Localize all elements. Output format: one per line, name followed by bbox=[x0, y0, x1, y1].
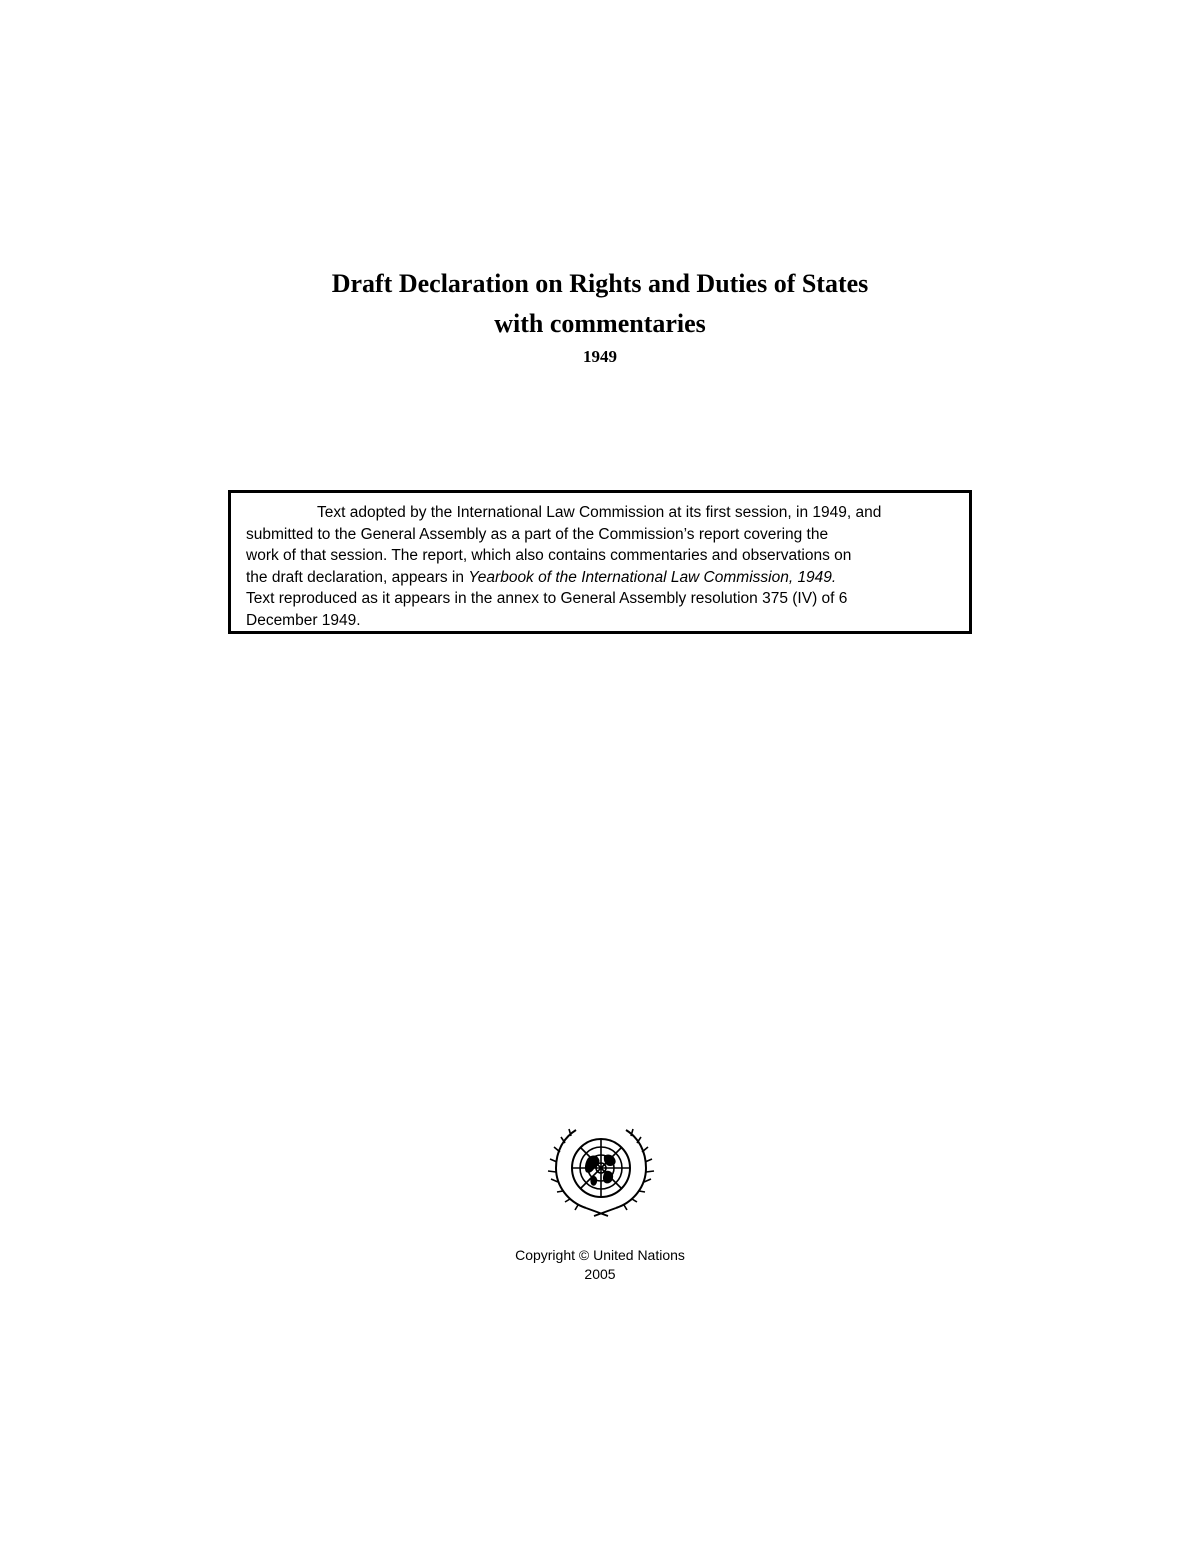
note-line-1-text: Text adopted by the International Law Commission at its first session, in 1949, and bbox=[317, 504, 882, 521]
note-line-4 bbox=[246, 567, 956, 589]
page-subtitle: with commentaries bbox=[494, 309, 706, 338]
un-emblem-icon bbox=[546, 1122, 656, 1220]
note-line-3: work of that session. The report, which also contains commentaries and observations on bbox=[246, 547, 852, 564]
note-line-4-prefix: the draft declaration, appears in bbox=[246, 568, 469, 586]
note-line-5: Text reproduced as it appears in the annex to General Assembly resolution 375 (IV) of 6 bbox=[246, 590, 848, 607]
title-year: 1949 bbox=[583, 347, 617, 366]
note-line-1 bbox=[246, 502, 956, 524]
note-line-2: submitted to the General Assembly as a part of the Commission’s report covering the bbox=[246, 525, 829, 543]
page-title: Draft Declaration on Rights and Duties of States bbox=[331, 269, 869, 298]
copyright-text: Copyright © United Nations bbox=[515, 1247, 685, 1263]
note-line-6: December 1949. bbox=[246, 611, 361, 629]
adoption-note-box bbox=[228, 490, 972, 634]
adoption-note-text bbox=[246, 502, 956, 631]
copyright-year: 2005 bbox=[584, 1266, 616, 1282]
yearbook-citation: Yearbook of the International Law Commission, 1949. bbox=[468, 568, 837, 586]
